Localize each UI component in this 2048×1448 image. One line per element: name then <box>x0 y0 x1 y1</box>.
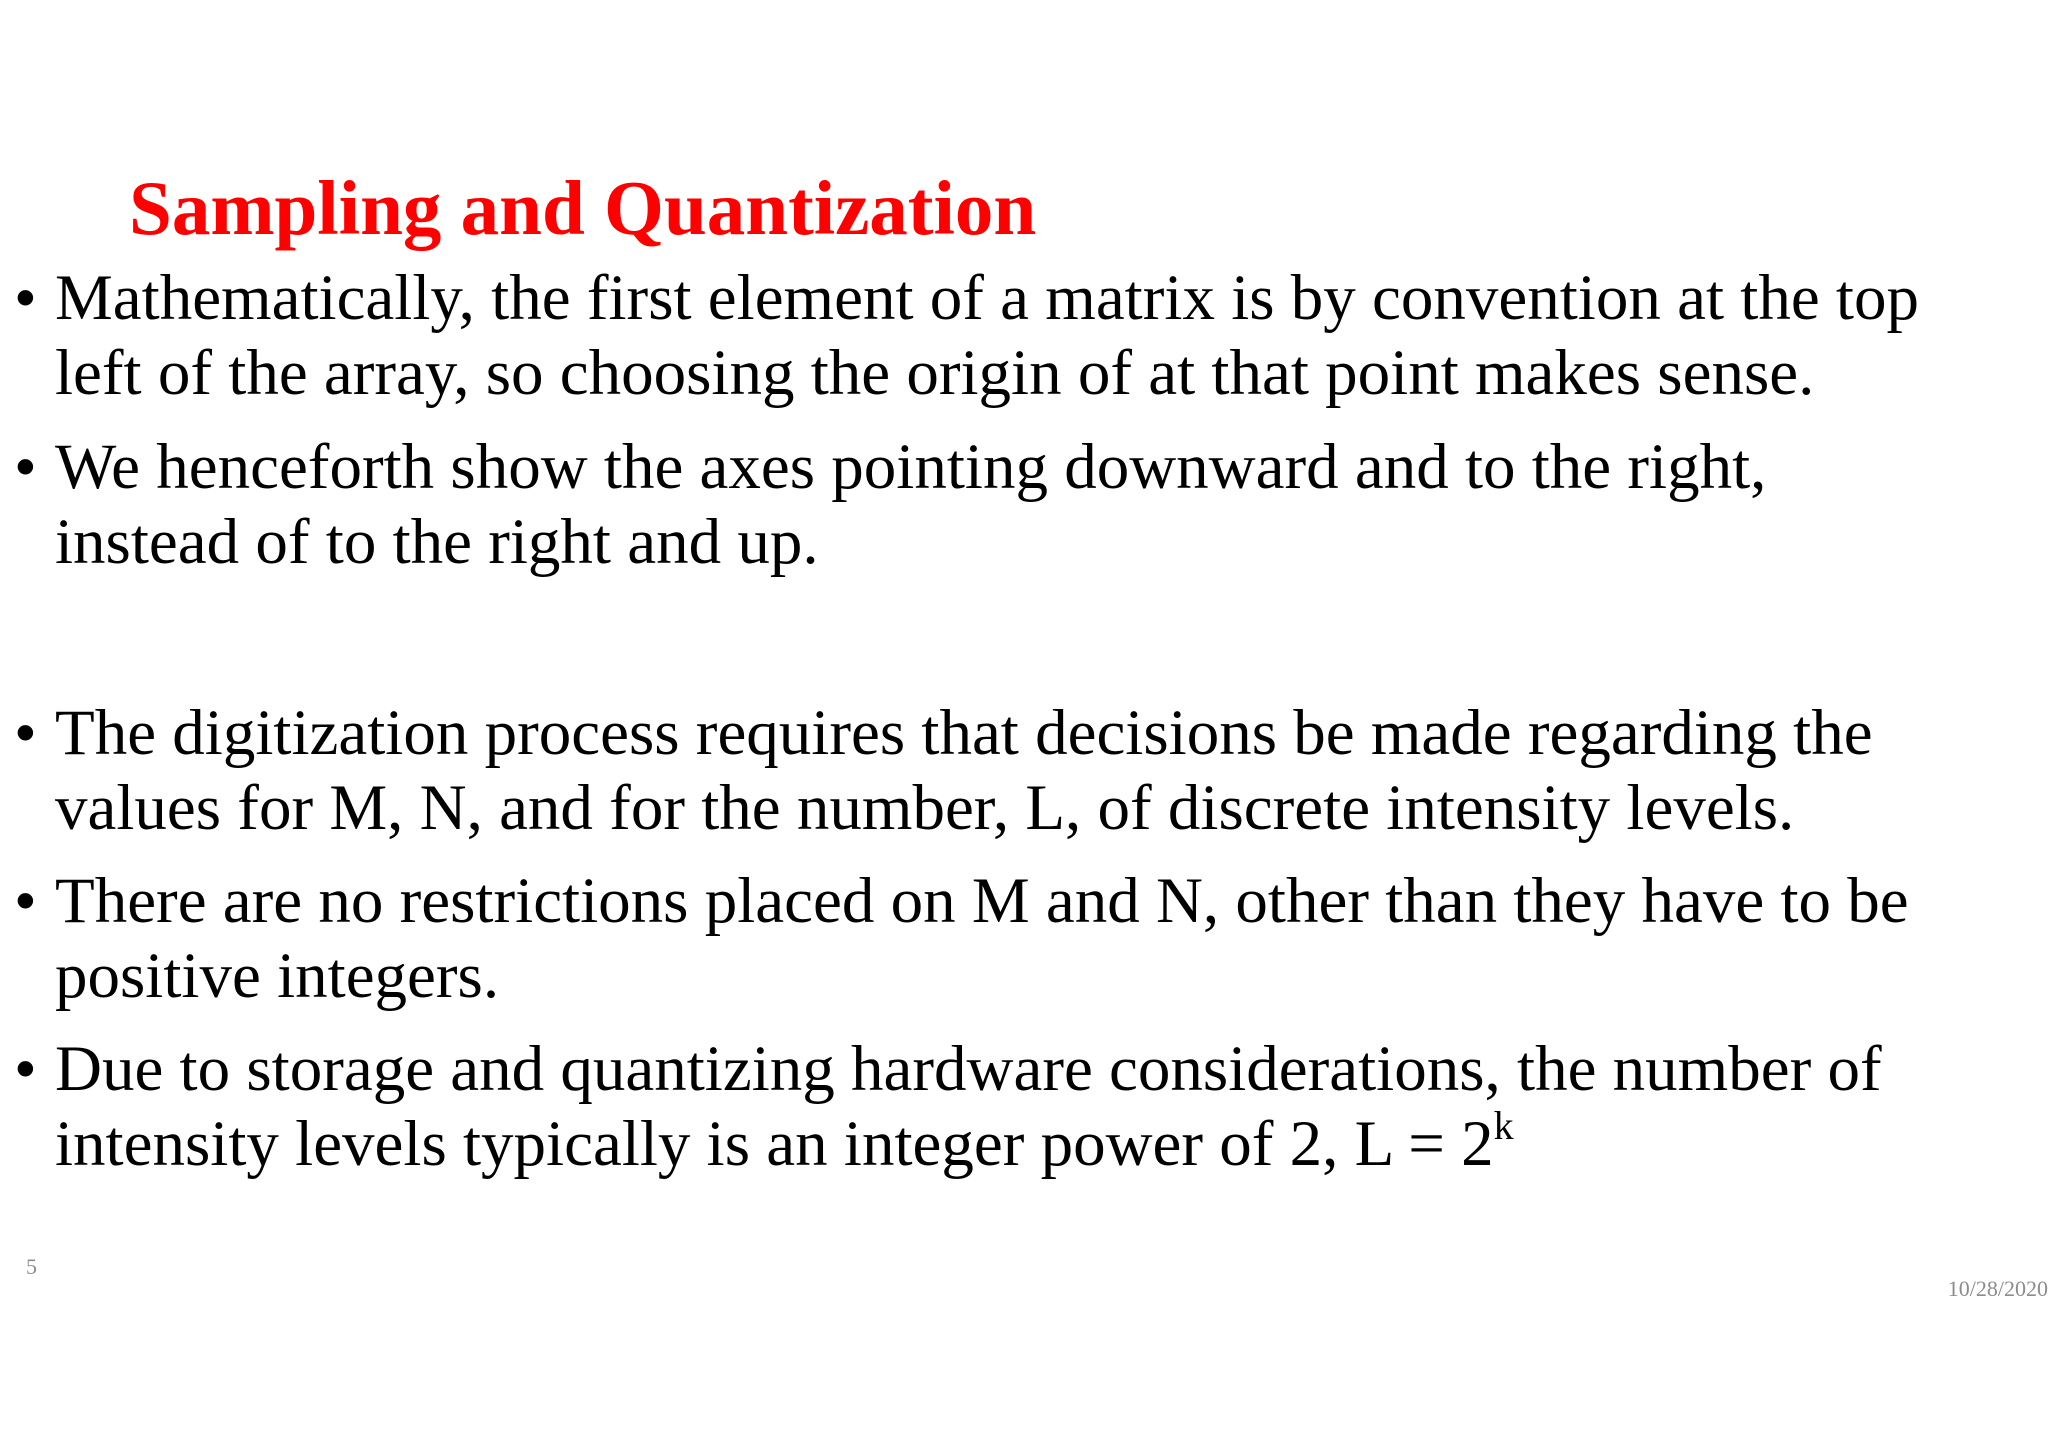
bullet-line <box>55 1103 2040 1182</box>
bullet-line: positive integers. <box>55 940 500 1012</box>
bullet-line: There are no restrictions placed on M and N, other than they have to be <box>55 865 1909 937</box>
bullet-icon: • <box>14 1033 37 1105</box>
bullet-text <box>55 864 2040 1014</box>
bullet-line: We henceforth show the axes pointing downward and to the right, <box>55 431 1767 503</box>
bullet-line: Mathematically, the first element of a matrix is by convention at the top <box>55 262 1919 334</box>
bullet-text <box>55 696 2040 846</box>
bullet-line: values for M, N, and for the number, L, of discrete intensity levels. <box>55 772 1795 844</box>
bullet-text <box>55 261 2040 411</box>
bullet-text <box>55 1032 2040 1182</box>
formula-text: intensity levels typically is an integer power of 2, L = 2 <box>55 1108 1494 1180</box>
slide-title: Sampling and Quantization <box>129 165 1037 251</box>
formula-superscript: k <box>1493 1103 1514 1148</box>
bullet-line: The digitization process requires that decisions be made regarding the <box>55 697 1873 769</box>
bullet-icon: • <box>14 865 37 937</box>
bullet-icon: • <box>14 697 37 769</box>
bullet-line: left of the array, so choosing the origin of at that point makes sense. <box>55 337 1815 409</box>
bullet-icon: • <box>14 262 37 334</box>
bullet-line: instead of to the right and up. <box>55 506 819 578</box>
bullet-line: Due to storage and quantizing hardware considerations, the number of <box>55 1033 1882 1105</box>
bullet-icon: • <box>14 431 37 503</box>
page-number: 5 <box>26 1254 37 1279</box>
slide-date: 10/28/2020 <box>1947 1276 2048 1301</box>
bullet-text <box>55 430 2040 580</box>
